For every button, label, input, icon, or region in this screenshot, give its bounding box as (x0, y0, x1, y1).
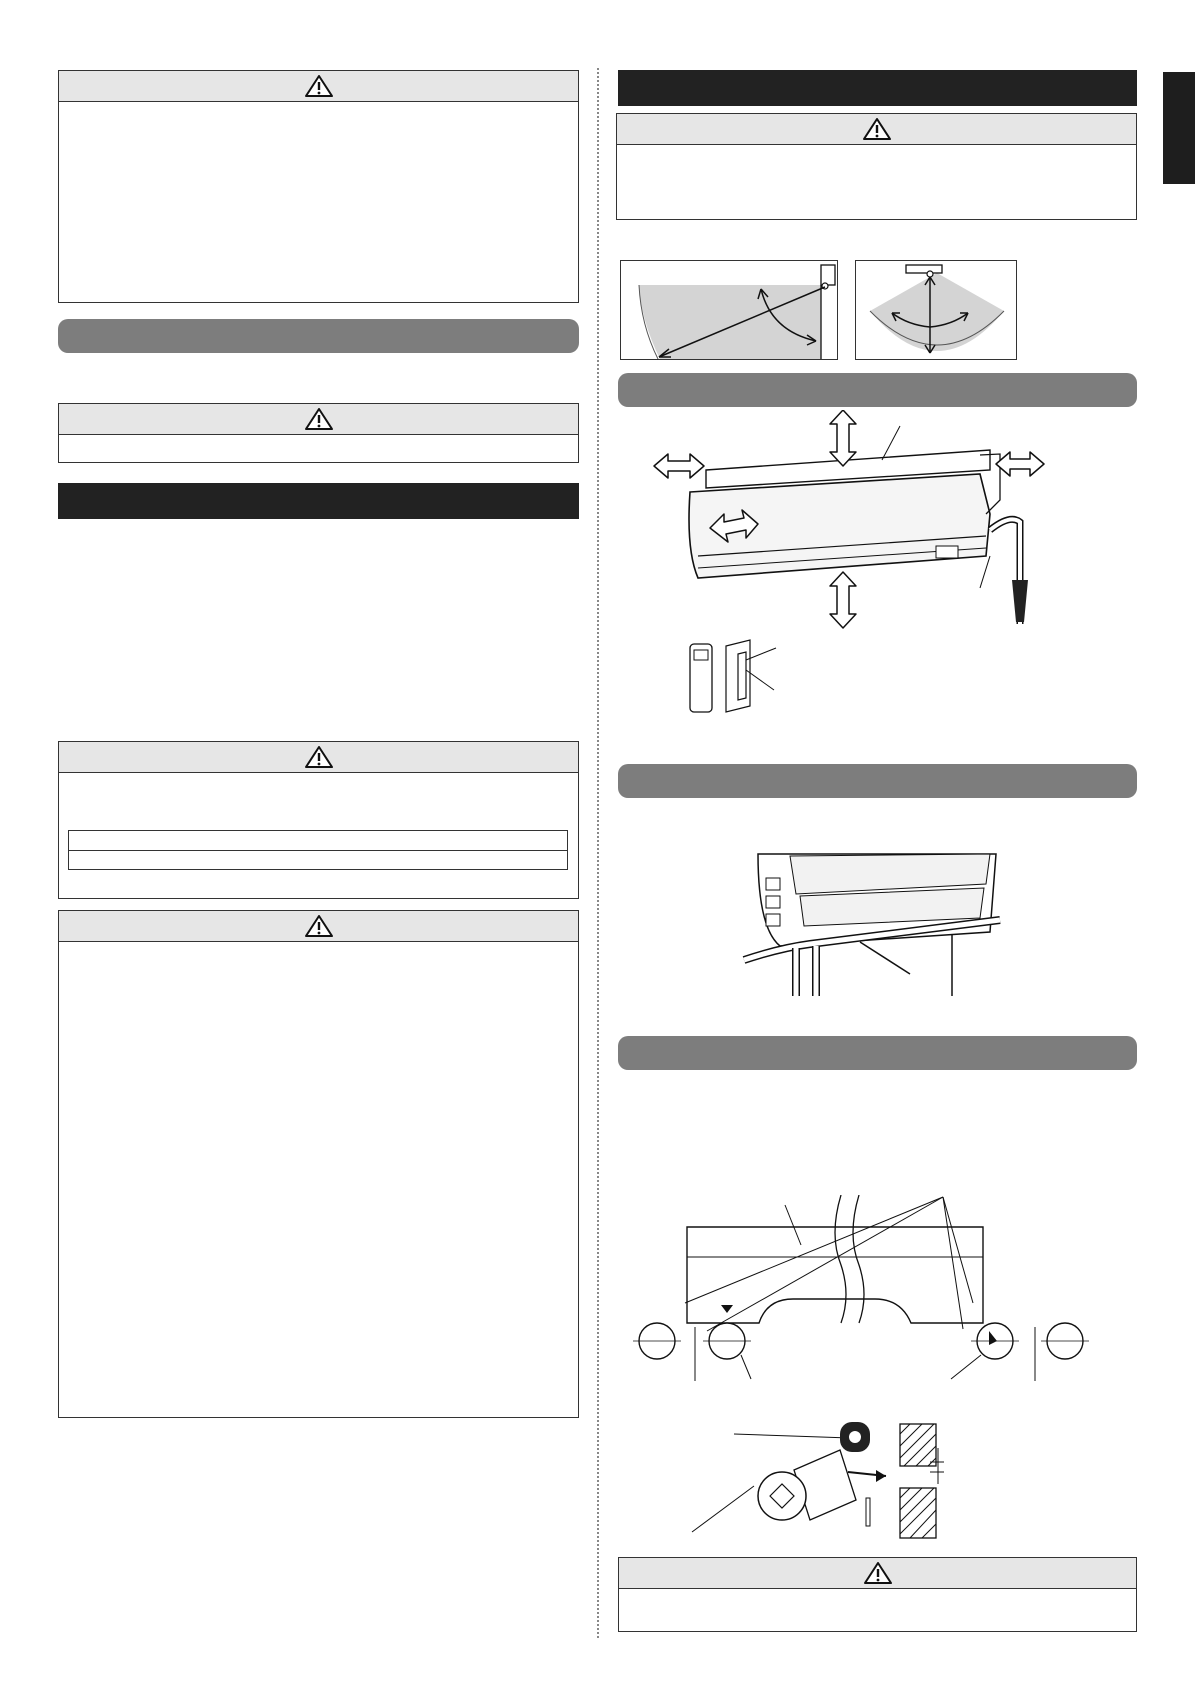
section-bar-right-2 (618, 764, 1137, 798)
warning-box-header (59, 911, 578, 942)
figure-indoor-unit-clearance (650, 410, 1090, 730)
section-bar-right-3 (618, 1036, 1137, 1070)
language-tab (1163, 72, 1195, 184)
figure-signal-range-side (620, 260, 838, 360)
inner-table (68, 830, 568, 870)
warning-triangle-icon (304, 407, 334, 431)
section-bar-1 (58, 319, 579, 353)
warning-box-right-2 (618, 1557, 1137, 1632)
warning-box-4 (58, 910, 579, 1418)
warning-box-1 (58, 70, 579, 303)
warning-box-header (619, 1558, 1136, 1589)
inner-table-row (69, 831, 567, 851)
warning-box-header (617, 114, 1136, 145)
figure-signal-range-top (855, 260, 1017, 360)
figure-wall-plug (690, 1410, 950, 1540)
warning-box-right-1 (616, 113, 1137, 220)
warning-triangle-icon (304, 74, 334, 98)
warning-box-header (59, 71, 578, 102)
warning-triangle-icon (304, 914, 334, 938)
title-bar-right (618, 70, 1137, 106)
warning-box-2 (58, 403, 579, 463)
section-bar-right-1 (618, 373, 1137, 407)
warning-box-header (59, 404, 578, 435)
warning-triangle-icon (863, 1561, 893, 1585)
warning-triangle-icon (862, 117, 892, 141)
warning-triangle-icon (304, 745, 334, 769)
warning-box-3 (58, 741, 579, 899)
figure-mounting-plate (625, 1195, 1105, 1383)
warning-box-header (59, 742, 578, 773)
title-bar-left (58, 483, 579, 519)
figure-piping (740, 848, 1016, 1000)
column-divider (597, 68, 599, 1638)
